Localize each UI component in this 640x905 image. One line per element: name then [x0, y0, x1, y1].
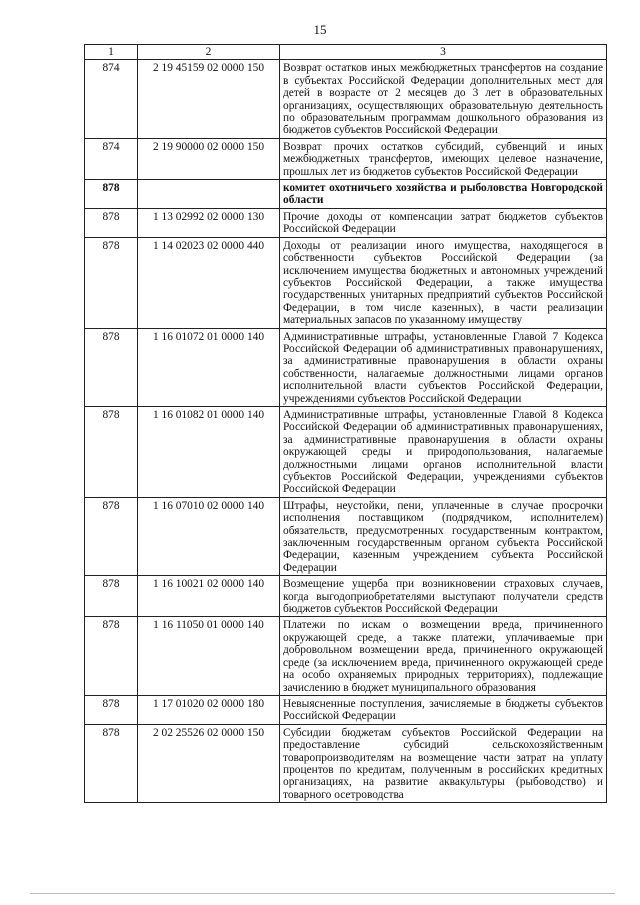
- budget-classification-code-cell: 2 02 25526 02 0000 150: [138, 724, 280, 802]
- budget-classification-code-cell: 1 16 10021 02 0000 140: [138, 576, 280, 617]
- budget-classification-code-cell: 1 16 07010 02 0000 140: [138, 497, 280, 575]
- revenue-description-cell: комитет охотничьего хозяйства и рыболовства Новгородской области: [280, 180, 607, 209]
- admin-code-cell: 878: [85, 208, 138, 237]
- revenue-description-cell: Платежи по искам о возмещении вреда, причиненного окружающей среде, а также платежи, уплачиваемые при добровольном возмещении вреда, причиненного окружающей среде (за исключением вреда, причиненного окружающей среде на особо охраняемых природных территориях), подлежащие зачислению в бюджет муниципального образования: [280, 617, 607, 695]
- admin-code-cell: 874: [85, 138, 138, 179]
- budget-classification-code-cell: 1 16 01082 01 0000 140: [138, 406, 280, 497]
- budget-codes-table: [84, 44, 607, 803]
- column-header-2: 2: [138, 45, 280, 60]
- admin-code-cell: 874: [85, 60, 138, 138]
- budget-classification-code-cell: 1 16 01072 01 0000 140: [138, 328, 280, 406]
- budget-classification-code-cell: 1 14 02023 02 0000 440: [138, 237, 280, 328]
- budget-classification-code-cell: 1 17 01020 02 0000 180: [138, 695, 280, 724]
- table-row: [85, 180, 607, 209]
- table-row: [85, 406, 607, 497]
- admin-code-cell: 878: [85, 576, 138, 617]
- admin-code-cell: 878: [85, 406, 138, 497]
- budget-classification-code-cell: [138, 180, 280, 209]
- table-row: [85, 60, 607, 138]
- column-header-3: 3: [280, 45, 607, 60]
- budget-classification-code-cell: 1 13 02992 02 0000 130: [138, 208, 280, 237]
- table-row: [85, 724, 607, 802]
- table-header-row: [85, 45, 607, 60]
- table-row: [85, 208, 607, 237]
- revenue-description-cell: Субсидии бюджетам субъектов Российской Федерации на предоставление субсидий сельскохозяйственным товаропроизводителям на возмещение части затрат на уплату процентов по кредитам, полученным в российских кредитных организациях, на развитие аквакультуры (рыбоводство) и товарного осетроводства: [280, 724, 607, 802]
- budget-classification-code-cell: 2 19 90000 02 0000 150: [138, 138, 280, 179]
- revenue-description-cell: Возврат прочих остатков субсидий, субвенций и иных межбюджетных трансфертов, имеющих целевое назначение, прошлых лет из бюджетов субъектов Российской Федерации: [280, 138, 607, 179]
- revenue-description-cell: Возврат остатков иных межбюджетных трансфертов на создание в субъектах Российской Федерации дополнительных мест для детей в возрасте от 2 месяцев до 3 лет в образовательных организациях, осуществляющих образовательную деятельность по образовательным программам дошкольного образования из бюджетов субъектов Российской Федерации: [280, 60, 607, 138]
- revenue-description-cell: Штрафы, неустойки, пени, уплаченные в случае просрочки исполнения поставщиком (подрядчиком, исполнителем) обязательств, предусмотренных государственным контрактом, заключенным государственным органом субъекта Российской Федерации, казенным учреждением субъекта Российской Федерации: [280, 497, 607, 575]
- table-row: [85, 138, 607, 179]
- table-row: [85, 237, 607, 328]
- table-row: [85, 695, 607, 724]
- table-row: [85, 328, 607, 406]
- table-row: [85, 576, 607, 617]
- table-row: [85, 497, 607, 575]
- admin-code-cell: 878: [85, 724, 138, 802]
- page-number: 15: [313, 22, 327, 37]
- column-header-1: 1: [85, 45, 138, 60]
- table-row: [85, 617, 607, 695]
- revenue-description-cell: Доходы от реализации иного имущества, находящегося в собственности субъектов Российской Федерации (за исключением имущества бюджетных и автономных учреждений субъектов Российской Федерации, а также имущества государственных унитарных предприятий субъектов Российской Федерации, в том числе казенных), в части реализации материальных запасов по указанному имуществу: [280, 237, 607, 328]
- budget-classification-code-cell: 2 19 45159 02 0000 150: [138, 60, 280, 138]
- revenue-description-cell: Прочие доходы от компенсации затрат бюджетов субъектов Российской Федерации: [280, 208, 607, 237]
- revenue-description-cell: Административные штрафы, установленные Главой 8 Кодекса Российской Федерации об административных правонарушениях, за административные правонарушения в области охраны окружающей среды и природопользования, налагаемые должностными лицами органов исполнительной власти субъектов Российской Федерации, учреждениями субъектов Российской Федерации: [280, 406, 607, 497]
- admin-code-cell: 878: [85, 237, 138, 328]
- revenue-description-cell: Возмещение ущерба при возникновении страховых случаев, когда выгодоприобретателями выступают получатели средств бюджетов субъектов Российской Федерации: [280, 576, 607, 617]
- admin-code-cell: 878: [85, 180, 138, 209]
- admin-code-cell: 878: [85, 497, 138, 575]
- revenue-description-cell: Административные штрафы, установленные Главой 7 Кодекса Российской Федерации об административных правонарушениях, за административные правонарушения в области охраны собственности, налагаемые должностными лицами органов исполнительной власти субъектов Российской Федерации, учреждениями субъектов Российской Федерации: [280, 328, 607, 406]
- admin-code-cell: 878: [85, 617, 138, 695]
- budget-classification-code-cell: 1 16 11050 01 0000 140: [138, 617, 280, 695]
- footer-divider: [30, 893, 615, 894]
- admin-code-cell: 878: [85, 328, 138, 406]
- revenue-description-cell: Невыясненные поступления, зачисляемые в бюджеты субъектов Российской Федерации: [280, 695, 607, 724]
- admin-code-cell: 878: [85, 695, 138, 724]
